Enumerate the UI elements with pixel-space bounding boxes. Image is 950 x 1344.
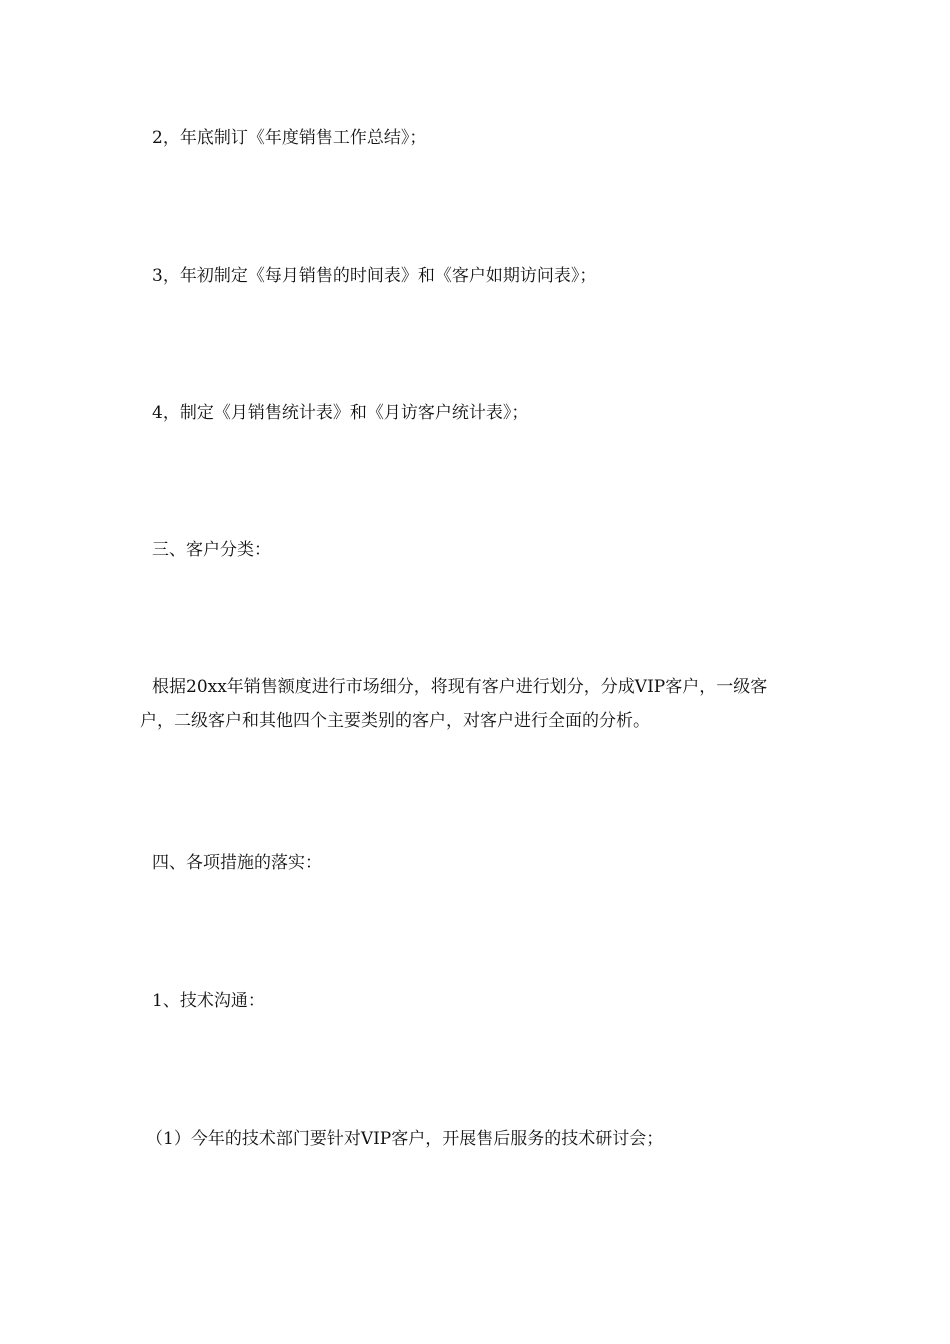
paragraph-vip-technical-seminar: （1）今年的技术部门要针对VIP客户，开展售后服务的技术研讨会； <box>146 1129 664 1149</box>
subheading-technical-communication: 1、技术沟通： <box>152 991 265 1011</box>
section-heading-measures: 四、各项措施的落实： <box>152 853 322 873</box>
paragraph-monthly-schedule: 3，年初制定《每月销售的时间表》和《客户如期访问表》； <box>152 266 597 286</box>
paragraph-year-end-summary: 2，年底制订《年度销售工作总结》； <box>152 128 427 148</box>
paragraph-monthly-statistics: 4，制定《月销售统计表》和《月访客户统计表》； <box>152 403 529 423</box>
paragraph-customer-segmentation: 根据20xx年销售额度进行市场细分，将现有客户进行划分，分成VIP客户，一级客户，二级客户和其他四个主要类别的客户，对客户进行全面的分析。 <box>140 677 768 731</box>
section-heading-customer-classification: 三、客户分类： <box>152 540 271 560</box>
